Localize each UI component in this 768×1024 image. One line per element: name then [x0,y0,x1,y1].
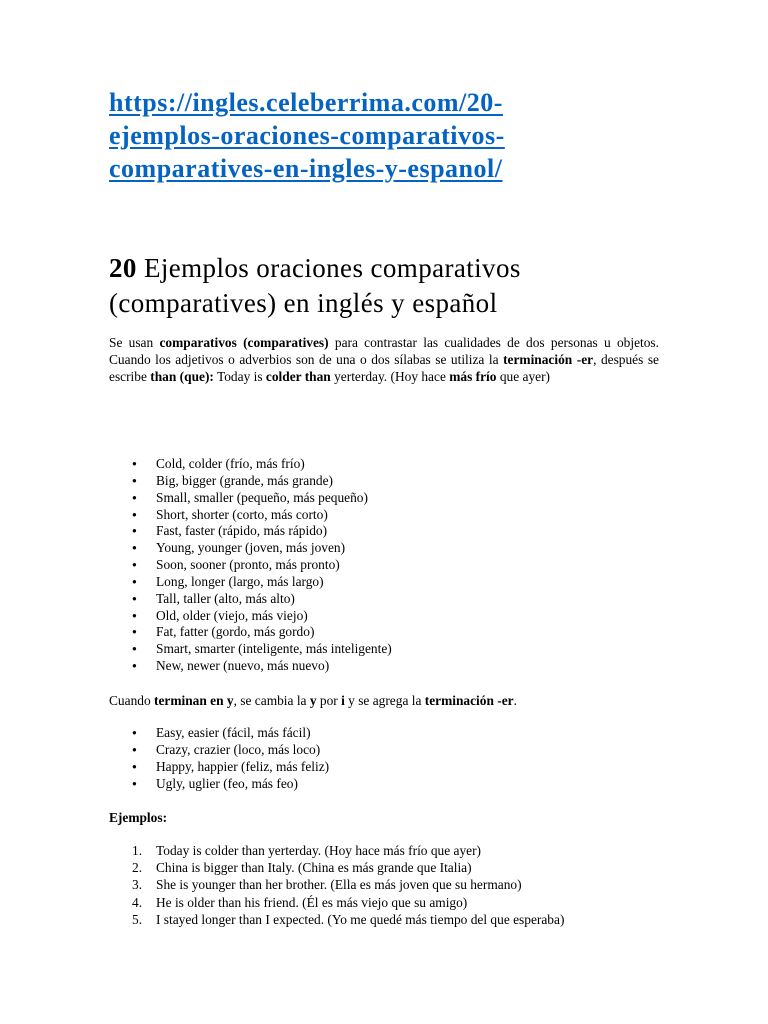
list-item: ● New, newer (nuevo, más nuevo) [109,658,392,675]
title-line-1 [109,251,669,286]
source-link[interactable] [109,86,669,185]
rule-text-4: y se agrega la [344,693,425,708]
list-item: ● Crazy, crazier (loco, más loco) [109,742,329,759]
example-item [109,842,564,859]
example-number: 3. [132,877,143,893]
list-item: ● Cold, colder (frío, más frío) [109,456,392,473]
intro-text-6: que ayer) [496,369,550,385]
list-item: ● Soon, sooner (pronto, más pronto) [109,557,392,574]
intro-paragraph [109,334,659,386]
list-item: ● Smart, smarter (inteligente, más inteligente) [109,641,392,658]
rule-bold-1: terminan en y [154,693,234,708]
intro-bold-3: than (que): [150,369,214,385]
list-item: ● Fast, faster (rápido, más rápido) [109,523,392,540]
example-item [109,894,564,911]
list-item: ● Short, shorter (corto, más corto) [109,507,392,524]
rule-text-3: por [316,693,342,708]
example-number: 4. [132,894,143,910]
intro-bold-5: más frío [449,369,497,385]
list-item: ● Young, younger (joven, más joven) [109,540,392,557]
example-item [109,911,564,928]
rule-text-5: . [513,693,517,708]
source-link-line-3[interactable]: comparatives-en-ingles-y-espanol/ [109,154,503,183]
list-item: ● Fat, fatter (gordo, más gordo) [109,624,392,641]
source-link-line-1[interactable]: https://ingles.celeberrima.com/20- [109,88,503,117]
examples-heading [109,809,167,826]
intro-text-1: Se usan [109,335,160,350]
title-number: 20 [109,253,137,283]
source-link-line-2[interactable]: ejemplos-oraciones-comparativos- [109,121,505,150]
intro-text-5: yerterday. (Hoy hace [330,369,450,385]
example-item [109,859,564,876]
rule-text-1: Cuando [109,693,155,708]
list-item: ● Old, older (viejo, más viejo) [109,608,392,625]
list-item: ● Easy, easier (fácil, más fácil) [109,725,329,742]
example-text: He is older than his friend. (Él es más viejo que su amigo) [156,894,468,910]
examples-list [109,842,564,928]
rule-text-2: , se cambia la [233,693,310,708]
intro-text-3: , después se escribe [109,352,660,385]
example-text: China is bigger than Italy. (China es más grande que Italia) [156,860,472,876]
example-number: 5. [132,911,143,927]
rule-bold-4: terminación -er [424,693,514,708]
intro-bold-1: comparativos (comparatives) [159,335,329,350]
list-item: ● Ugly, uglier (feo, más feo) [109,776,329,793]
y-ending-list [109,725,329,792]
intro-text-2: para contrastar las cualidades de dos personas u objetos. Cuando los adjetivos o adverbios son de una o dos sílabas se utiliza la [109,335,659,368]
list-item: ● Small, smaller (pequeño, más pequeño) [109,490,392,507]
list-item: ● Happy, happier (feliz, más feliz) [109,759,329,776]
example-number: 1. [132,843,143,858]
page-title [109,251,669,321]
rule-bold-2: y [309,693,317,708]
example-text: She is younger than her brother. (Ella es más joven que su hermano) [156,877,522,893]
example-item [109,876,564,893]
y-ending-rule [109,692,517,709]
examples-heading-text: Ejemplos: [109,810,168,825]
list-item: ● Tall, taller (alto, más alto) [109,591,392,608]
intro-bold-4: colder than [265,369,331,385]
example-text: I stayed longer than I expected. (Yo me quedé más tiempo del que esperaba) [156,911,565,927]
example-number: 2. [132,860,143,876]
comparatives-list [109,456,392,675]
intro-bold-2: terminación -er [503,352,594,368]
rule-bold-3: i [341,693,345,708]
title-line-2: (comparatives) en inglés y español [109,288,498,318]
intro-text-4: Today is [213,369,266,385]
title-line-1-text: Ejemplos oraciones comparativos [136,253,521,283]
example-text: Today is colder than yerterday. (Hoy hace más frío que ayer) [156,843,482,858]
list-item: ● Big, bigger (grande, más grande) [109,473,392,490]
list-item: ● Long, longer (largo, más largo) [109,574,392,591]
